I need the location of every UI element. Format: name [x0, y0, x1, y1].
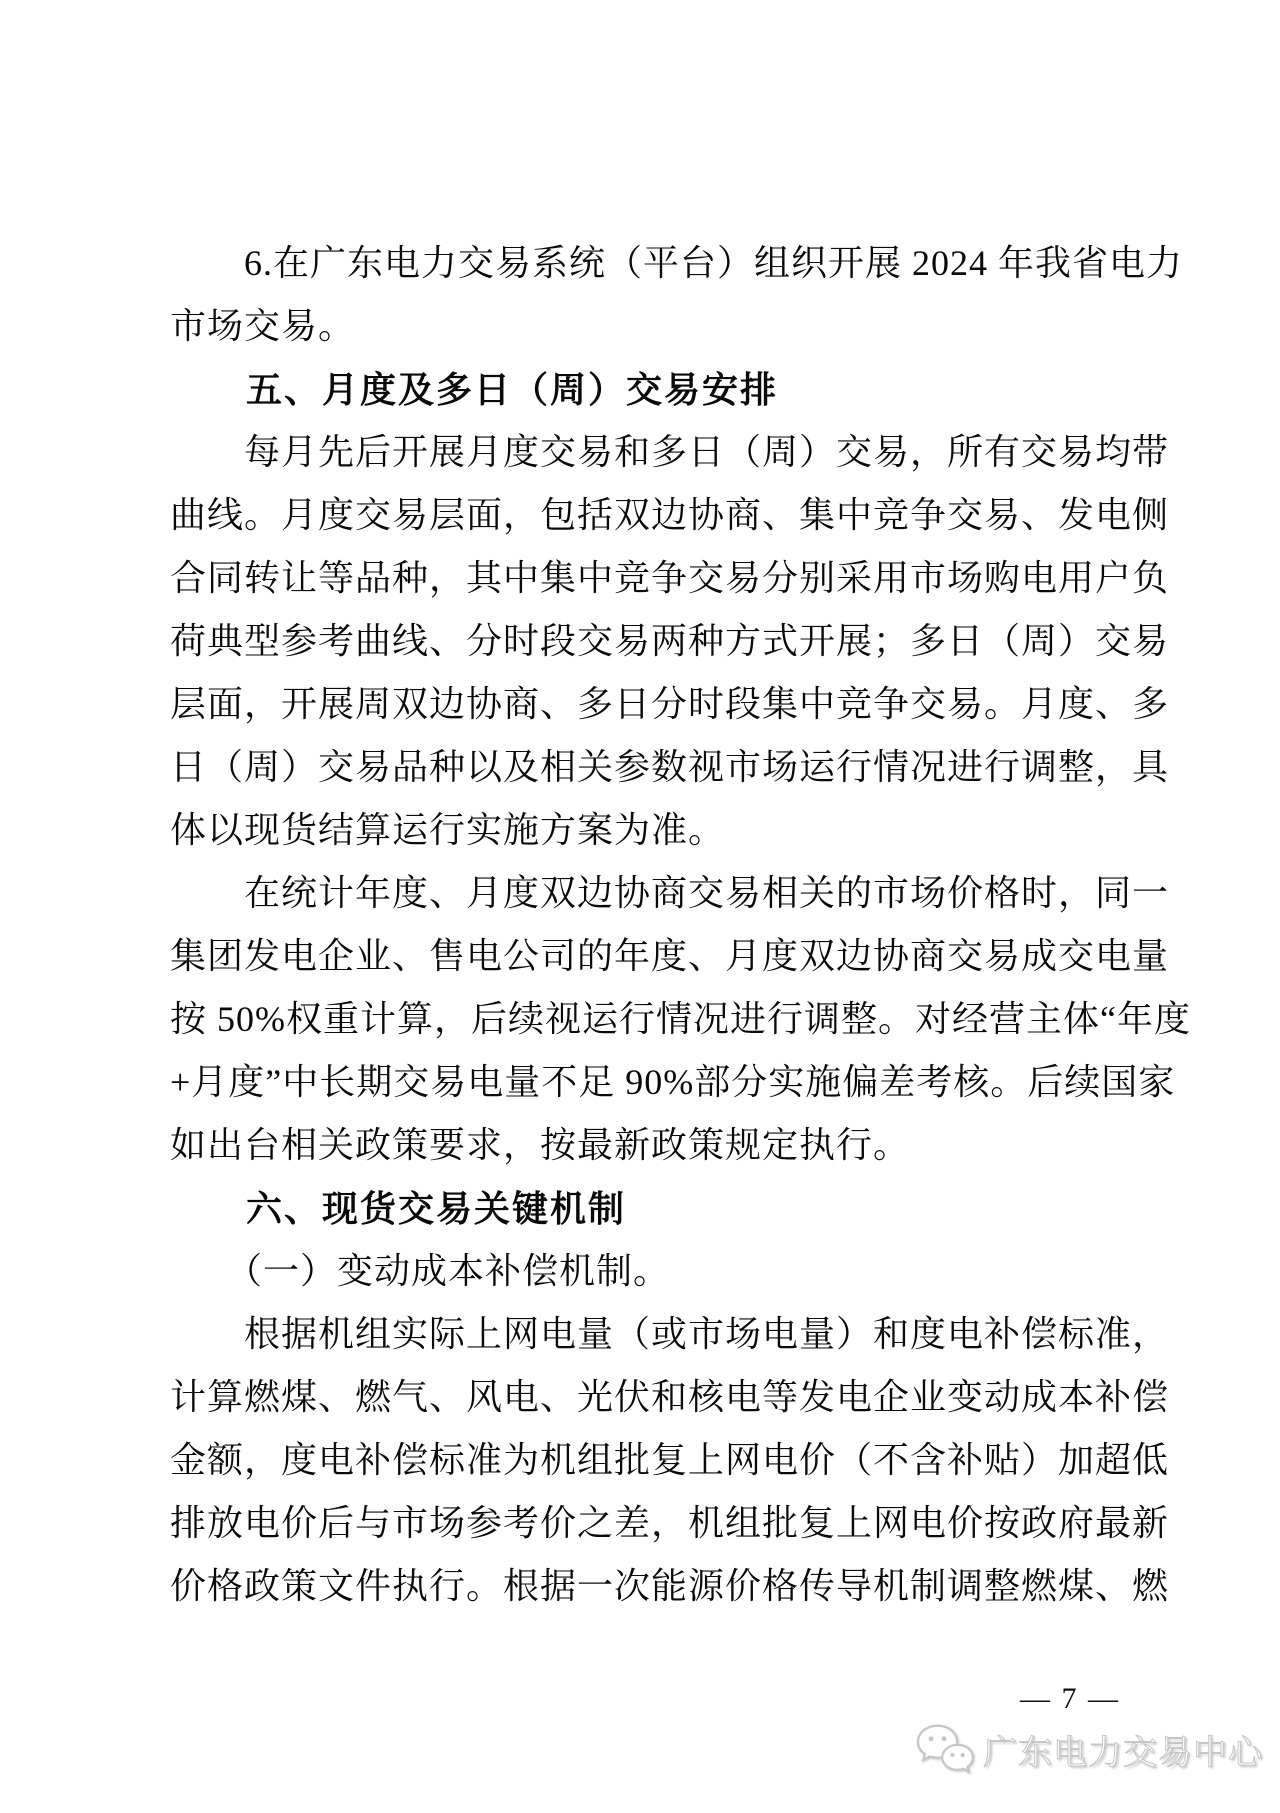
- text-line: +月度”中长期交易电量不足 90%部分实施偏差考核。后续国家: [170, 1062, 1176, 1102]
- section-heading: 五、月度及多日（周）交易安排: [170, 369, 779, 410]
- text-line: 价格政策文件执行。根据一次能源价格传导机制调整燃煤、燃: [170, 1566, 1170, 1606]
- text-line: 6.在广东电力交易系统（平台）组织开展 2024 年我省电力: [170, 243, 1184, 283]
- document-body: [170, 232, 1191, 1618]
- text-line: 如出台相关政策要求，按最新政策规定执行。: [170, 1125, 911, 1165]
- text-line: 曲线。月度交易层面，包括双边协商、集中竞争交易、发电侧: [170, 495, 1170, 535]
- watermark: [915, 1722, 1263, 1776]
- text-line: 市场交易。: [170, 306, 356, 346]
- text-line: 按 50%权重计算，后续视运行情况进行调整。对经营主体“年度: [170, 999, 1191, 1039]
- text-line: 日（周）交易品种以及相关参数视市场运行情况进行调整，具: [170, 747, 1170, 787]
- text-line: 金额，度电补偿标准为机组批复上网电价（不含补贴）加超低: [170, 1440, 1170, 1480]
- section-heading: 六、现货交易关键机制: [170, 1188, 627, 1229]
- text-line: 在统计年度、月度双边协商交易相关的市场价格时，同一: [170, 873, 1170, 913]
- page-number: — 7 —: [1020, 1682, 1120, 1715]
- watermark-text: 广东电力交易中心: [983, 1733, 1263, 1772]
- text-line: 集团发电企业、售电公司的年度、月度双边协商交易成交电量: [170, 936, 1170, 976]
- text-line: 排放电价后与市场参考价之差，机组批复上网电价按政府最新: [170, 1503, 1170, 1543]
- text-line: 计算燃煤、燃气、风电、光伏和核电等发电企业变动成本补偿: [170, 1377, 1170, 1417]
- text-line: 体以现货结算运行实施方案为准。: [170, 810, 726, 850]
- text-line: （一）变动成本补偿机制。: [170, 1251, 671, 1291]
- text-line: 每月先后开展月度交易和多日（周）交易，所有交易均带: [170, 432, 1170, 472]
- text-line: 根据机组实际上网电量（或市场电量）和度电补偿标准，: [170, 1314, 1170, 1354]
- text-line: 荷典型参考曲线、分时段交易两种方式开展；多日（周）交易: [170, 621, 1170, 661]
- text-line: 层面，开展周双边协商、多日分时段集中竞争交易。月度、多: [170, 684, 1170, 724]
- text-line: 合同转让等品种，其中集中竞争交易分别采用市场购电用户负: [170, 558, 1170, 598]
- wechat-icon: [915, 1722, 975, 1776]
